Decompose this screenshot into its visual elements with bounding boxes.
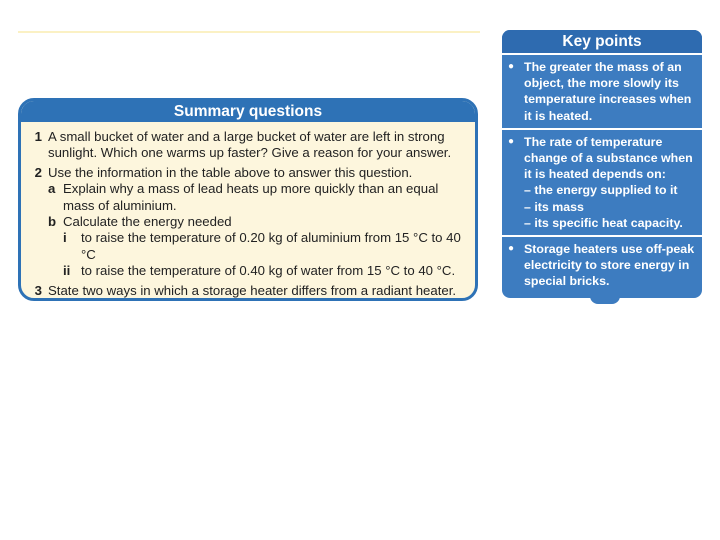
question-text: Use the information in the table above to answer this question.: [48, 164, 413, 180]
summary-body: [21, 122, 475, 299]
subpart-numeral: i: [63, 230, 67, 246]
part-letter: a: [48, 181, 56, 197]
question-2b-ii: [63, 263, 469, 279]
bullet-icon: ●: [508, 243, 515, 255]
part-letter: b: [48, 214, 57, 230]
part-text: Explain why a mass of lead heats up more quickly than an equal mass of aluminium.: [63, 181, 439, 213]
question-text: A small bucket of water and a large bucket of water are left in strong sunlight. Which one warms up faster? Give a reason for your answer.: [48, 129, 452, 161]
question-1: [21, 129, 469, 162]
bullet-icon: ●: [508, 61, 515, 72]
summary-title: Summary questions: [21, 101, 475, 122]
subpart-text: to raise the temperature of 0.20 kg of aluminium from 15 °C to 40 °C: [81, 230, 461, 262]
bullet-icon: ●: [508, 135, 515, 147]
summary-questions-box: [18, 98, 478, 301]
question-3: [21, 283, 469, 299]
part-text: Calculate the energy needed: [63, 214, 232, 230]
subpart-numeral: ii: [63, 263, 71, 279]
key-point-line: – its mass: [524, 199, 584, 214]
question-2: [21, 165, 469, 280]
question-text: State two ways in which a storage heater differs from a radiant heater.: [48, 282, 457, 298]
key-points-tab: [590, 296, 620, 304]
key-point-line: The rate of temperature change of a substance when it is heated depends on:: [524, 134, 693, 182]
question-number: 3: [34, 282, 42, 298]
question-2a: [48, 181, 469, 214]
key-point-line: – the energy supplied to it: [524, 183, 678, 198]
question-number: 2: [34, 164, 42, 180]
key-points-box: [502, 30, 702, 298]
question-number: 1: [34, 129, 42, 144]
key-point: [502, 237, 702, 294]
key-point: [502, 130, 702, 237]
top-divider: [18, 31, 480, 33]
subpart-text: to raise the temperature of 0.40 kg of water from 15 °C to 40 °C.: [81, 263, 456, 279]
key-points-title: Key points: [502, 30, 702, 55]
key-point-line: – its specific heat capacity.: [524, 215, 683, 230]
question-2b-i: [63, 230, 469, 263]
key-point-line: Storage heaters use off-peak electricity to store energy in special bricks.: [524, 242, 695, 289]
key-point: [502, 55, 702, 130]
question-2b: [48, 214, 469, 280]
key-point-line: The greater the mass of an object, the more slowly its temperature increases when it is heated.: [524, 60, 692, 123]
